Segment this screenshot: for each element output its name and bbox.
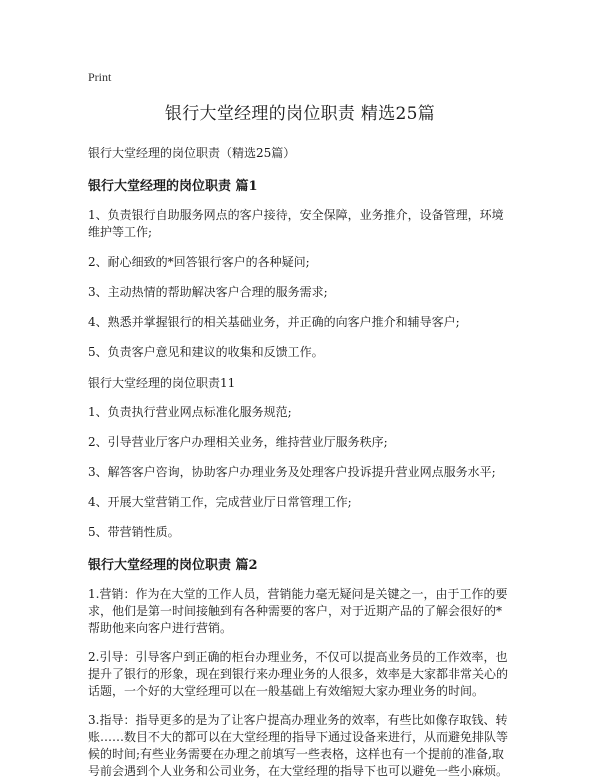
section-2-item-4: 4、开展大堂营销工作，完成营业厅日常管理工作; (88, 495, 352, 509)
section-3-item-1: 1.营销：作为在大堂的工作人员，营销能力毫无疑问是关键之一，由于工作的要求，他们是第一时间接触到有各种需要的客户，对于近期产品的了解会很好的*帮助他来向客户进行营销。 (88, 587, 508, 635)
section-1-item-4: 4、熟悉并掌握银行的相关基础业务，并正确的向客户推介和辅导客户; (88, 315, 460, 329)
section-heading-2: 银行大堂经理的岗位职责11 (88, 376, 236, 390)
section-heading-1: 银行大堂经理的岗位职责 篇1 (88, 179, 258, 194)
print-label[interactable]: Print (88, 70, 112, 84)
section-1-item-1: 1、负责银行自助服务网点的客户接待，安全保障，业务推介，设备管理，环境维护等工作; (88, 208, 504, 239)
section-2-item-1: 1、负责执行营业网点标准化服务规范; (88, 405, 292, 419)
section-2-item-3: 3、解答客户咨询，协助客户办理业务及处理客户投诉提升营业网点服务水平; (88, 465, 496, 479)
section-heading-3: 银行大堂经理的岗位职责 篇2 (88, 558, 258, 573)
section-3-item-2: 2.引导：引导客户到正确的柜台办理业务，不仅可以提高业务员的工作效率，也提升了银行的形象，现在到银行来办理业务的人很多，效率是大家都非常关心的话题，一个好的大堂经理可以在一般基础上有效缩短大家办理业务的时间。 (88, 650, 509, 698)
section-2-item-5: 5、带营销性质。 (88, 525, 180, 539)
section-3-item-3: 3.指导：指导更多的是为了让客户提高办理业务的效率，有些比如像存取钱、转账……数目不大的都可以在大堂经理的指导下通过设备来进行，从而避免排队等候的时间;有些业务需要在办理之前填写一些表格，这样也有一个提前的准备,取号前会遇到个人业务和公司业务，在大堂经理的指导下也可以避免一些小麻烦。 (88, 713, 509, 778)
document-title: 银行大堂经理的岗位职责 精选25篇 (164, 104, 436, 124)
section-1-item-2: 2、耐心细致的*回答银行客户的各种疑问; (88, 255, 310, 269)
section-2-item-2: 2、引导营业厅客户办理相关业务，维持营业厅服务秩序; (88, 435, 388, 449)
document-subtitle: 银行大堂经理的岗位职责（精选25篇） (88, 146, 296, 160)
section-1-item-3: 3、主动热情的帮助解决客户合理的服务需求; (88, 285, 328, 299)
section-1-item-5: 5、负责客户意见和建议的收集和反馈工作。 (88, 345, 324, 359)
